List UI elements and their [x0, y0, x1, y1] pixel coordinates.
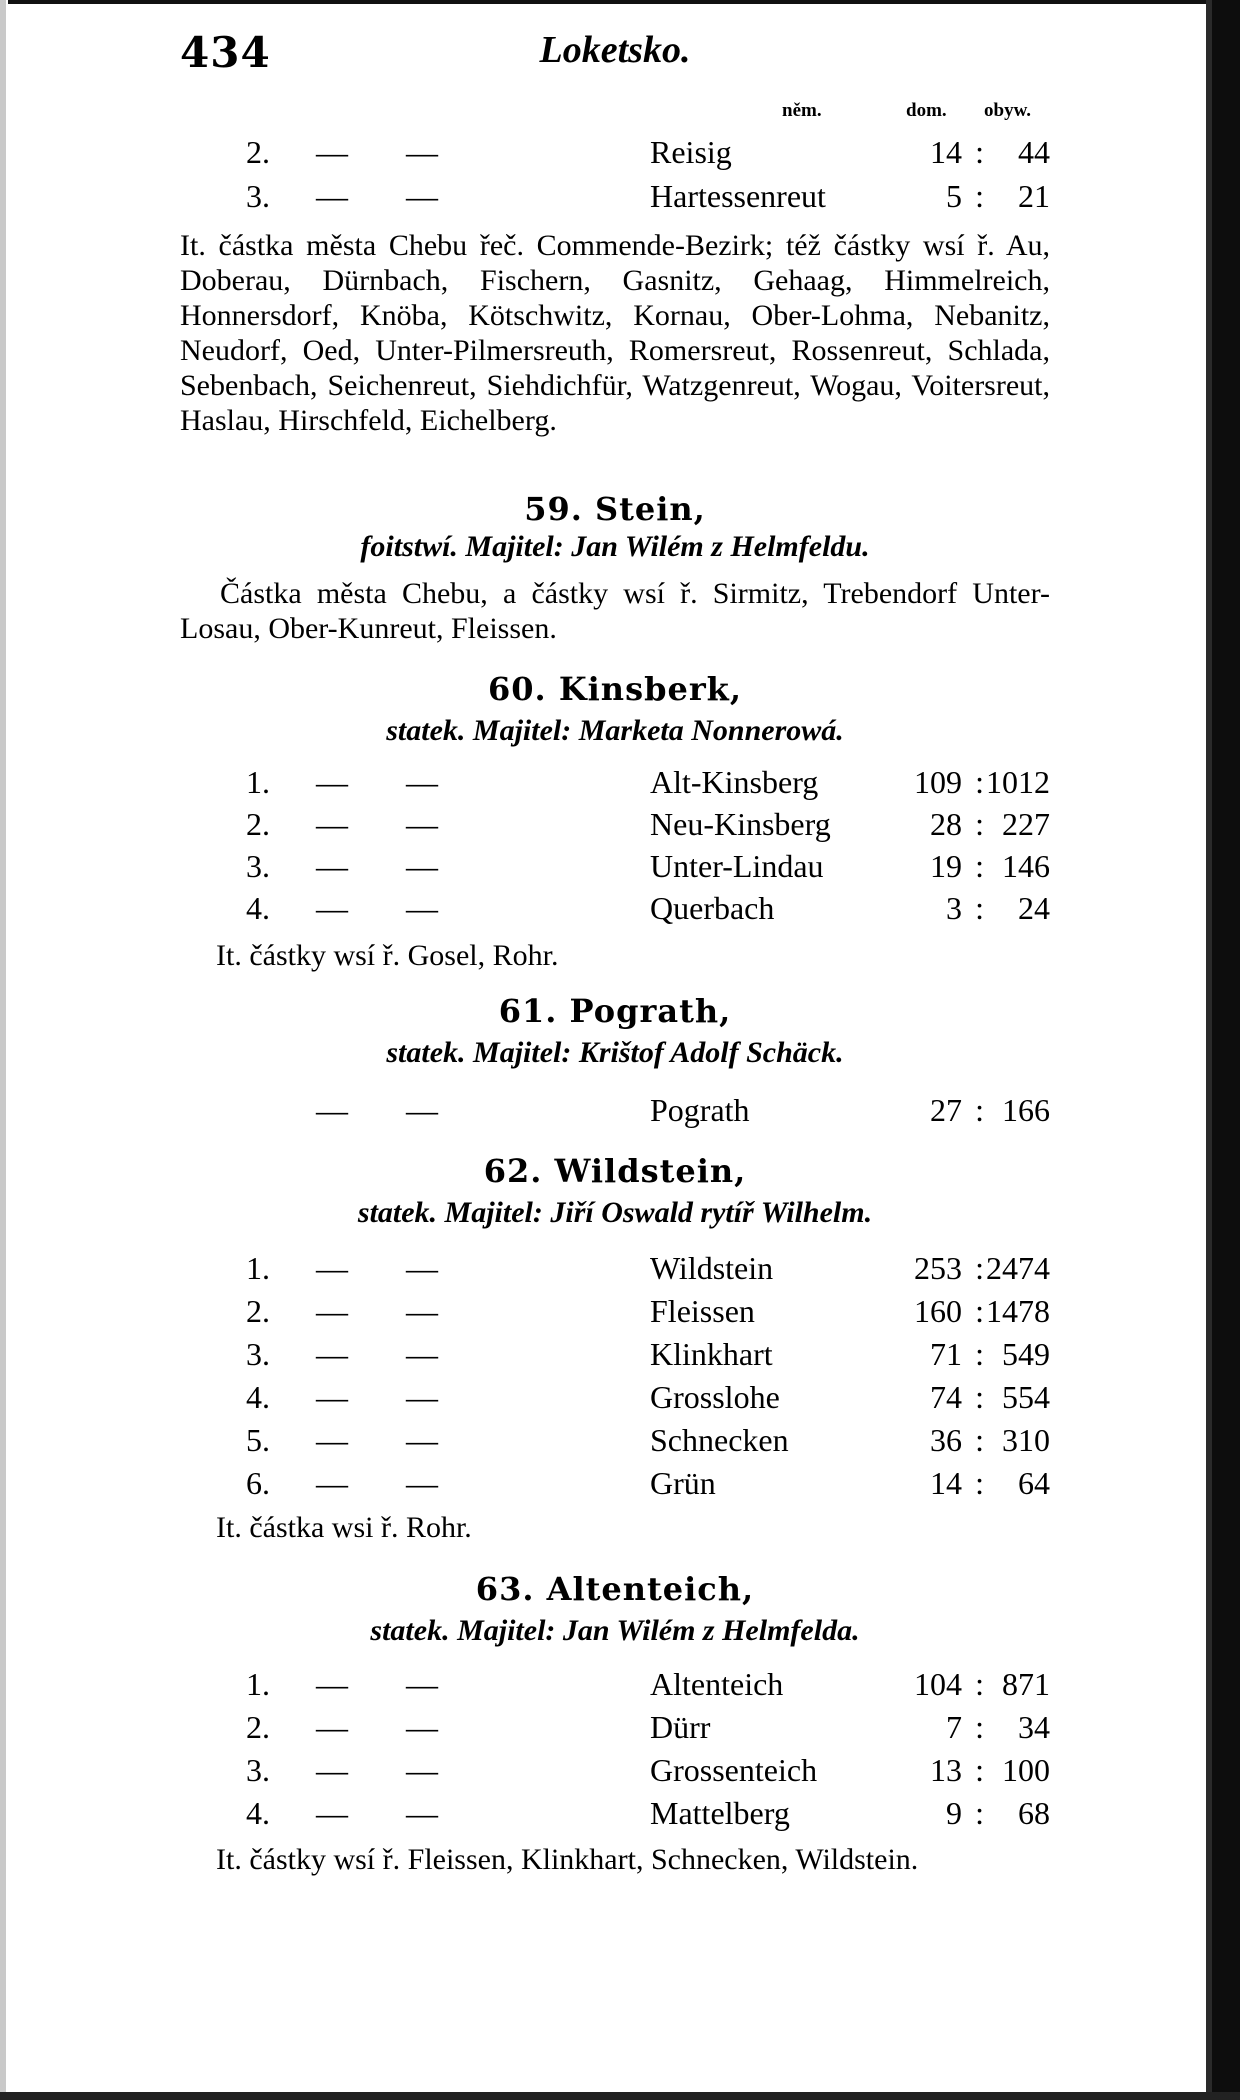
row-houses: 7	[946, 1709, 962, 1745]
row-place: Neu-Kinsberg	[650, 806, 831, 842]
row-inhabitants: 549	[1002, 1336, 1050, 1372]
row-number: 2.	[246, 1293, 270, 1329]
row-separator: :	[975, 1795, 984, 1831]
row-separator: :	[975, 1336, 984, 1372]
table-row	[180, 1707, 1050, 1747]
row-place: Pograth	[650, 1092, 750, 1128]
parish-note: It. částky wsí ř. Fleissen, Klinkhart, Schnecken, Wildstein.	[216, 1843, 919, 1876]
owner-line: statek. Majitel: Marketa Nonnerowá.	[386, 714, 844, 747]
row-number: 5.	[246, 1422, 270, 1458]
row-number: 2.	[246, 134, 270, 170]
row-number: 3.	[246, 178, 270, 214]
row-number: 1.	[246, 1666, 270, 1702]
section-heading: 61. Pograth,	[498, 992, 732, 1030]
page-bottom-edge	[0, 2092, 1240, 2100]
row-inhabitants: 871	[1002, 1666, 1050, 1702]
table-row	[180, 132, 1050, 172]
table-row	[180, 1420, 1050, 1460]
row-separator: :	[975, 806, 984, 842]
row-number: 4.	[246, 1795, 270, 1831]
table-row	[180, 176, 1050, 216]
row-houses: 19	[930, 848, 962, 884]
row-separator: :	[975, 1465, 984, 1501]
row-separator: :	[975, 178, 984, 214]
row-separator: :	[975, 890, 984, 926]
section-heading: 63. Altenteich,	[475, 1570, 755, 1608]
row-place: Hartessenreut	[650, 178, 826, 214]
page-number: 434	[180, 28, 271, 77]
row-houses: 36	[930, 1422, 962, 1458]
row-separator: :	[975, 848, 984, 884]
row-inhabitants: 1012	[986, 764, 1050, 800]
row-number: 2.	[246, 1709, 270, 1745]
row-houses: 253	[914, 1250, 962, 1286]
row-place: Reisig	[650, 134, 732, 170]
table-row	[180, 1090, 1050, 1130]
row-place: Schnecken	[650, 1422, 789, 1458]
section-heading: 59. Stein,	[524, 490, 706, 528]
page-right-edge	[1212, 0, 1240, 2100]
section-heading: 60. Kinsberk,	[488, 670, 742, 708]
row-number: 1.	[246, 764, 270, 800]
row-place: Altenteich	[650, 1666, 784, 1702]
owner-line: statek. Majitel: Krištof Adolf Schäck.	[386, 1036, 844, 1069]
running-header	[180, 28, 1050, 78]
row-place: Querbach	[650, 890, 775, 926]
row-place: Alt-Kinsberg	[650, 764, 819, 800]
column-header-houses: dom.	[906, 100, 947, 121]
column-headers	[180, 100, 1050, 126]
row-inhabitants: 24	[1018, 890, 1050, 926]
table-row	[180, 1291, 1050, 1331]
row-place: Wildstein	[650, 1250, 774, 1286]
row-inhabitants: 554	[1002, 1379, 1050, 1415]
parish-note: It. částka wsi ř. Rohr.	[216, 1511, 472, 1544]
row-number: 1.	[246, 1250, 270, 1286]
row-place: Grosslohe	[650, 1379, 780, 1415]
row-houses: 71	[930, 1336, 962, 1372]
parish-note: It. částky wsí ř. Gosel, Rohr.	[216, 939, 559, 972]
row-inhabitants: 21	[1018, 178, 1050, 214]
table-row	[180, 1750, 1050, 1790]
row-inhabitants: 2474	[986, 1250, 1050, 1286]
row-place: Dürr	[650, 1709, 711, 1745]
row-separator: :	[975, 1379, 984, 1415]
row-inhabitants: 100	[1002, 1752, 1050, 1788]
row-number: 4.	[246, 890, 270, 926]
row-inhabitants: 227	[1002, 806, 1050, 842]
row-separator: :	[975, 1709, 984, 1745]
row-number: 4.	[246, 1379, 270, 1415]
row-houses: 5	[946, 178, 962, 214]
row-inhabitants: 68	[1018, 1795, 1050, 1831]
column-header-inhabitants: obyw.	[984, 100, 1031, 121]
table-row	[180, 762, 1050, 802]
owner-line: foitstwí. Majitel: Jan Wilém z Helmfeldu.	[360, 530, 870, 563]
row-houses: 14	[930, 1465, 962, 1501]
row-place: Unter-Lindau	[650, 848, 824, 884]
table-row	[180, 888, 1050, 928]
table-row	[180, 804, 1050, 844]
row-inhabitants: 310	[1002, 1422, 1050, 1458]
row-houses: 13	[930, 1752, 962, 1788]
row-houses: 3	[946, 890, 962, 926]
parish-note: Částka města Chebu, a částky wsí ř. Sirmitz, Trebendorf Unter-Losau, Ober-Kunreut, Fleissen.	[180, 577, 1050, 645]
row-number: 3.	[246, 1752, 270, 1788]
owner-line: statek. Majitel: Jan Wilém z Helmfelda.	[370, 1614, 860, 1647]
row-inhabitants: 166	[1002, 1092, 1050, 1128]
table-row	[180, 1377, 1050, 1417]
page-top-border	[8, 0, 1240, 4]
row-separator: :	[975, 764, 984, 800]
row-inhabitants: 64	[1018, 1465, 1050, 1501]
page-left-edge	[0, 0, 6, 2100]
row-place: Grossenteich	[650, 1752, 818, 1788]
row-separator: :	[975, 1666, 984, 1702]
column-header-german: něm.	[782, 100, 822, 121]
row-separator: :	[975, 1752, 984, 1788]
running-title: Loketsko.	[539, 29, 691, 71]
owner-line: statek. Majitel: Jiří Oswald rytíř Wilhelm.	[357, 1196, 873, 1229]
row-separator: :	[975, 1422, 984, 1458]
row-place: Mattelberg	[650, 1795, 790, 1831]
row-inhabitants: 1478	[986, 1293, 1050, 1329]
parish-note: It. částka města Chebu řeč. Commende-Bezirk; též částky wsí ř. Au, Doberau, Dürnbach, Fischern, Gasnitz, Gehaag, Himmelreich, Honnersdorf, Knöba, Kötschwitz, Kornau, Ober-Lohma, Nebanitz, Neudorf, Oed, Unter-Pilmersreuth, Romersreut, Rossenreut, Schlada, Sebenbach, Seichenreut, Siehdichfür, Watzgenreut, Wogau, Voitersreut, Haslau, Hirschfeld, Eichelberg.	[180, 229, 1050, 437]
row-number: 2.	[246, 806, 270, 842]
row-inhabitants: 44	[1018, 134, 1050, 170]
row-houses: 104	[914, 1666, 962, 1702]
row-separator: :	[975, 1250, 984, 1286]
row-houses: 109	[914, 764, 962, 800]
row-houses: 28	[930, 806, 962, 842]
row-separator: :	[975, 1293, 984, 1329]
table-row	[180, 1248, 1050, 1288]
table-row	[180, 1664, 1050, 1704]
section-heading: 62. Wildstein,	[483, 1152, 747, 1190]
row-houses: 9	[946, 1795, 962, 1831]
row-houses: 14	[930, 134, 962, 170]
row-separator: :	[975, 134, 984, 170]
row-place: Fleissen	[650, 1293, 755, 1329]
row-number: 6.	[246, 1465, 270, 1501]
table-row	[180, 1793, 1050, 1833]
row-inhabitants: 146	[1002, 848, 1050, 884]
row-place: Grün	[650, 1465, 716, 1501]
row-place: Klinkhart	[650, 1336, 773, 1372]
row-houses: 74	[930, 1379, 962, 1415]
table-row	[180, 1463, 1050, 1503]
table-row	[180, 846, 1050, 886]
row-inhabitants: 34	[1018, 1709, 1050, 1745]
row-number: 3.	[246, 1336, 270, 1372]
row-houses: 160	[914, 1293, 962, 1329]
row-houses: 27	[930, 1092, 962, 1128]
row-number: 3.	[246, 848, 270, 884]
row-separator: :	[975, 1092, 984, 1128]
table-row	[180, 1334, 1050, 1374]
